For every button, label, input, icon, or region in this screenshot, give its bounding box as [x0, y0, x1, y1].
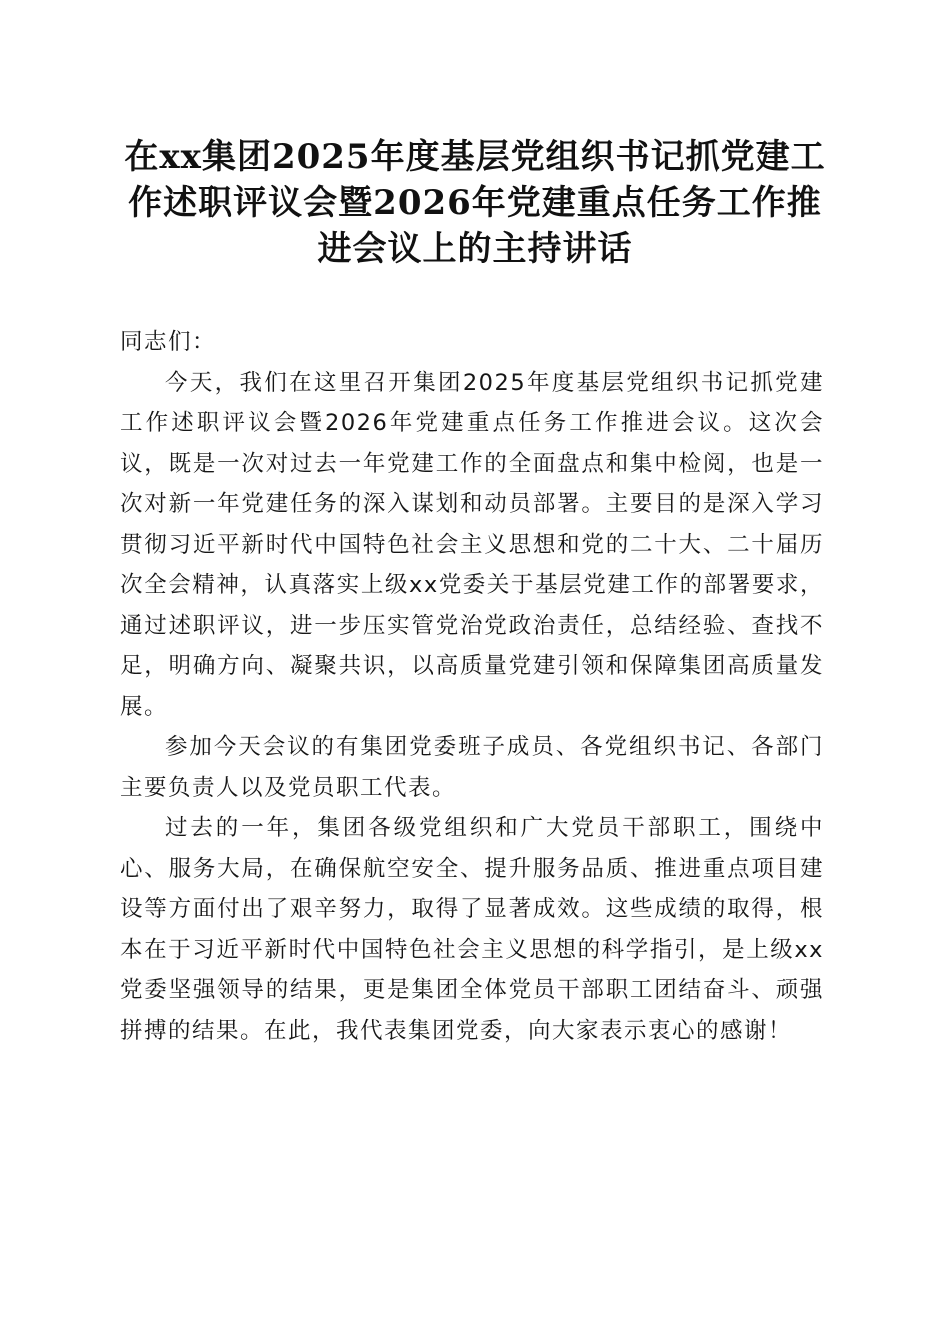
paragraph-opening: 今天，我们在这里召开集团2025年度基层党组织书记抓党建工作述职评议会暨2026年党建重点任务工作推进会议。这次会议，既是一次对过去一年党建工作的全面盘点和集中检阅，也是一次对新一年党建任务的深入谋划和动员部署。主要目的是深入学习贯彻习近平新时代中国特色社会主义思想和党的二十大、二十届历次全会精神，认真落实上级xx党委关于基层党建工作的部署要求，通过述职评议，进一步压实管党治党政治责任，总结经验、查找不足，明确方向、凝聚共识，以高质量党建引领和保障集团高质量发展。	[120, 369, 824, 720]
paragraph-review: 过去的一年，集团各级党组织和广大党员干部职工，围绕中心、服务大局，在确保航空安全、提升服务品质、推进重点项目建设等方面付出了艰辛努力，取得了显著成效。这些成绩的取得，根本在于习近平新时代中国特色社会主义思想的科学指引，是上级xx党委坚强领导的结果，更是集团全体党员干部职工团结奋斗、顽强拼搏的结果。在此，我代表集团党委，向大家表示衷心的感谢！	[120, 815, 824, 1044]
title-line: 在xx集团2025年度基层党组织书记抓党建工	[124, 137, 826, 177]
title-line: 作述职评议会暨2026年党建重点任务工作推	[128, 183, 822, 223]
salutation: 同志们：	[120, 329, 217, 355]
paragraph-attendees: 参加今天会议的有集团党委班子成员、各党组织书记、各部门主要负责人以及党员职工代表。	[120, 734, 824, 801]
title-line: 进会议上的主持讲话	[317, 229, 633, 269]
document-title	[110, 134, 840, 272]
document-body	[120, 322, 824, 1051]
